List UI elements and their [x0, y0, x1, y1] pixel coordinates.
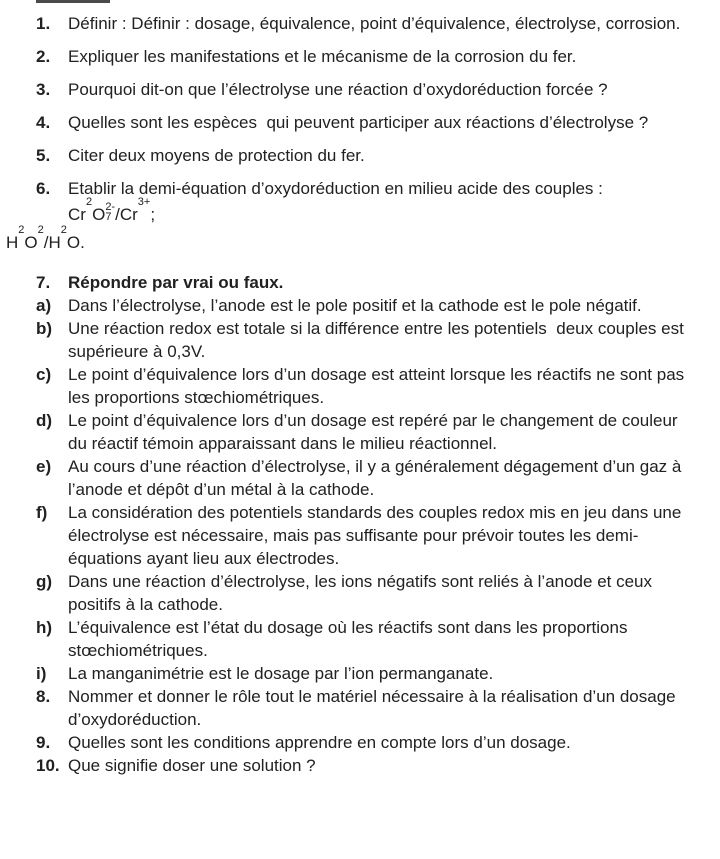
item-marker: 5. [36, 146, 51, 165]
item-text: Quelles sont les conditions apprendre en compte lors d’un dosage. [68, 733, 571, 752]
item-marker: g) [36, 572, 53, 591]
formula-peroxide-couple: H 2 O 2 /H 2 O. [6, 224, 85, 252]
item-marker: i) [36, 664, 47, 683]
item-text: Etablir la demi-équation d’oxydoréduction en milieu acide des couples : [68, 179, 603, 198]
subquestion-item-d [36, 409, 700, 455]
item-marker: 2. [36, 47, 51, 66]
item-text: Dans une réaction d’électrolyse, les ions négatifs sont reliés à l’anode et ceux positifs à la cathode. [68, 572, 657, 614]
item-marker: f) [36, 503, 48, 522]
subquestion-item-g [36, 570, 700, 616]
subquestion-item-c [36, 363, 700, 409]
item-text: L’équivalence est l’état du dosage où les réactifs sont dans les proportions stœchiométriques. [68, 618, 633, 660]
item-text: Nommer et donner le rôle tout le matériel nécessaire à la réalisation d’un dosage d’oxydoréduction. [68, 687, 681, 729]
question-item-6 [36, 176, 700, 202]
item-text: Le point d’équivalence lors d’un dosage est repéré par le changement de couleur du réactif témoin apparaissant dans le milieu réactionnel. [68, 411, 683, 453]
item-marker: 8. [36, 687, 51, 706]
item-text: Une réaction redox est totale si la différence entre les potentiels deux couples est supérieure à 0,3V. [68, 319, 689, 361]
item-text: Le point d’équivalence lors d’un dosage est atteint lorsque les réactifs ne sont pas les proportions stœchiométriques. [68, 365, 689, 407]
item-text: Expliquer les manifestations et le mécanisme de la corrosion du fer. [68, 47, 577, 66]
item-marker: 4. [36, 113, 51, 132]
question-item-1 [36, 11, 700, 37]
question-item-3 [36, 77, 700, 103]
item-marker: b) [36, 319, 53, 338]
question-item-8 [36, 685, 700, 731]
subquestion-item-h [36, 616, 700, 662]
item-marker: c) [36, 365, 52, 384]
item-marker: 6. [36, 179, 51, 198]
item-text: Que signifie doser une solution ? [68, 756, 316, 775]
question-item-5 [36, 143, 700, 169]
subquestion-item-i [36, 662, 700, 685]
question-item-9 [36, 731, 700, 754]
item-marker: 9. [36, 733, 51, 752]
subquestion-item-b [36, 317, 700, 363]
item-marker: 3. [36, 80, 51, 99]
questions-7-to-10 [36, 271, 700, 777]
item-text: Pourquoi dit-on que l’électrolyse une réaction d’oxydoréduction forcée ? [68, 80, 608, 99]
item-marker: d) [36, 411, 53, 430]
subquestion-item-e [36, 455, 700, 501]
item-marker: e) [36, 457, 52, 476]
numbered-questions-1-6 [6, 11, 700, 256]
item-marker: 10. [36, 756, 60, 775]
item-marker: 7. [36, 273, 51, 292]
item-text: Dans l’électrolyse, l’anode est le pole positif et la cathode est le pole négatif. [68, 296, 642, 315]
item-marker: 1. [36, 14, 51, 33]
subquestion-item-f [36, 501, 700, 570]
item-text: Définir : Définir : dosage, équivalence, point d’équivalence, électrolyse, corrosion. [68, 14, 681, 33]
top-rule [36, 0, 110, 3]
item-marker: a) [36, 296, 52, 315]
item-text: Répondre par vrai ou faux. [68, 273, 284, 292]
item-text: Citer deux moyens de protection du fer. [68, 146, 365, 165]
item-text: Au cours d’une réaction d’électrolyse, il y a généralement dégagement d’un gaz à l’anode et dépôt d’un métal à la cathode. [68, 457, 687, 499]
item-text: La considération des potentiels standards des couples redox mis en jeu dans une électrolyse est nécessaire, mais pas suffisante pour prévoir toutes les demi-équations ayant lieu aux électrodes. [68, 503, 687, 568]
item-text: Quelles sont les espèces qui peuvent participer aux réactions d’électrolyse ? [68, 113, 649, 132]
subquestion-item-a [36, 294, 700, 317]
formula-dichromate-couple: Cr 2 O 2- 7 /Cr 3+ ; [68, 196, 156, 224]
question-item-10 [36, 754, 700, 777]
item-text: La manganimétrie est le dosage par l’ion permanganate. [68, 664, 494, 683]
question-item-2 [36, 44, 700, 70]
question-item-7 [36, 271, 700, 294]
item-marker: h) [36, 618, 53, 637]
question-item-4 [36, 110, 700, 136]
